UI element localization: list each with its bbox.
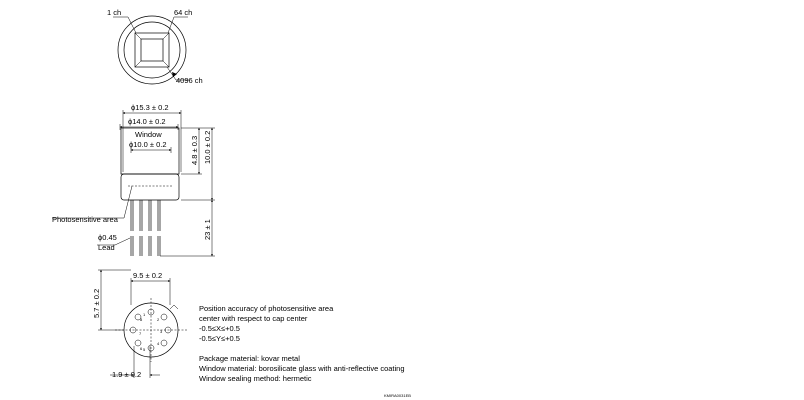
dim-total-height: 10.0 ± 0.2 <box>203 130 212 164</box>
photosensitive-leader <box>52 186 132 218</box>
note-x-tolerance: -0.5≤X≤+0.5 <box>199 324 240 333</box>
pin-number-8: 8 <box>140 317 143 322</box>
ch64-label: 64 ch <box>174 8 193 17</box>
note-window-material: Window material: borosilicate glass with anti-reflective coating <box>199 364 405 373</box>
note-position-line1: Position accuracy of photosensitive area <box>199 304 334 313</box>
ch1-label: 1 ch <box>107 8 122 17</box>
cap-circle <box>124 22 180 78</box>
dim-lead-length: 23 ± 1 <box>203 219 212 240</box>
note-y-tolerance: -0.5≤Y≤+0.5 <box>199 334 240 343</box>
ch64-leader <box>168 17 188 33</box>
index-notch <box>170 305 178 309</box>
photosensitive-area-label: Photosensitive area <box>52 215 118 224</box>
pin-number-1: 1 <box>143 312 146 317</box>
note-window-sealing: Window sealing method: hermetic <box>199 374 312 383</box>
pin-number-5: 5 <box>143 347 146 352</box>
dim-pin-offset: 5.7 ± 0.2 <box>92 288 101 318</box>
dim-window-height: 4.8 ± 0.3 <box>190 135 199 165</box>
bottom-view <box>92 270 187 379</box>
window-square-inner <box>141 39 163 61</box>
drawing-code: KMIRA0031EB <box>384 393 411 398</box>
side-view <box>52 103 215 256</box>
dim-window-diameter: ϕ10.0 ± 0.2 <box>129 140 167 149</box>
notes-block <box>199 304 559 384</box>
ch4096-label: 4096 ch <box>176 76 203 85</box>
pin-number-4: 4 <box>157 341 160 346</box>
pin-number-2: 2 <box>157 317 160 322</box>
pin-number-7: 7 <box>139 331 142 336</box>
note-spacer <box>199 344 559 354</box>
pin-number-6: 6 <box>140 346 143 351</box>
lead-diameter-label: ϕ0.45 <box>98 233 117 242</box>
dim-pin-pitch: 1.9 ± 0.2 <box>112 370 142 379</box>
pin-number-3: 3 <box>160 329 163 334</box>
lead-pins <box>131 200 160 256</box>
dim-inner-diameter: ϕ14.0 ± 0.2 <box>128 117 166 126</box>
note-package-material: Package material: kovar metal <box>199 354 300 363</box>
dim-pin-span: 9.5 ± 0.2 <box>133 271 163 280</box>
note-position-line2: center with respect to cap center <box>199 314 308 323</box>
top-view <box>107 8 203 85</box>
lead-label: Lead <box>98 243 115 252</box>
window-label: Window <box>135 130 162 139</box>
dim-outer-diameter: ϕ15.3 ± 0.2 <box>131 103 169 112</box>
